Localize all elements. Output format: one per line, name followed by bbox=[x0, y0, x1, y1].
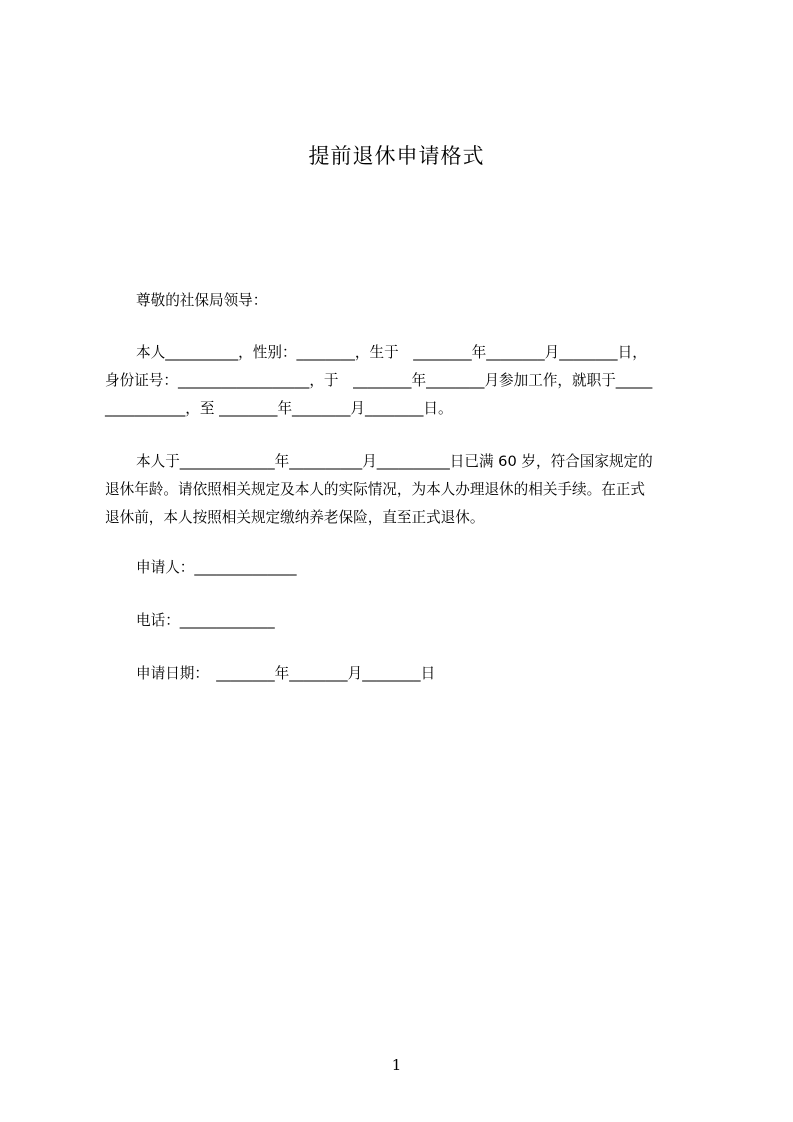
paragraph1-line3: ___________，至 ________年________月________日。 bbox=[105, 400, 453, 417]
paragraph2-line1: 本人于_____________年__________月__________日已满 60 岁，符合国家规定的 bbox=[136, 453, 653, 470]
paragraph2-line2: 退休年龄。请依照相关规定及本人的实际情况，为本人办理退休的相关手续。在正式 bbox=[105, 481, 645, 498]
date-line: 申请日期： ________年________月________日 bbox=[136, 665, 436, 682]
paragraph1-line1: 本人__________，性别：________，生于 ________年________月________日， bbox=[136, 344, 647, 361]
applicant-line: 申请人：______________ bbox=[136, 559, 297, 576]
document-title: 提前退休申请格式 bbox=[308, 144, 485, 168]
paragraph2-line3: 退休前，本人按照相关规定缴纳养老保险，直至正式退休。 bbox=[105, 509, 485, 526]
phone-line: 电话：_____________ bbox=[136, 612, 275, 629]
paragraph1-line2: 身份证号：__________________，于 ________年________月参加工作，就职于_____ bbox=[105, 372, 653, 389]
salutation: 尊敬的社保局领导： bbox=[136, 292, 268, 309]
page-number: 1 bbox=[391, 1056, 402, 1074]
